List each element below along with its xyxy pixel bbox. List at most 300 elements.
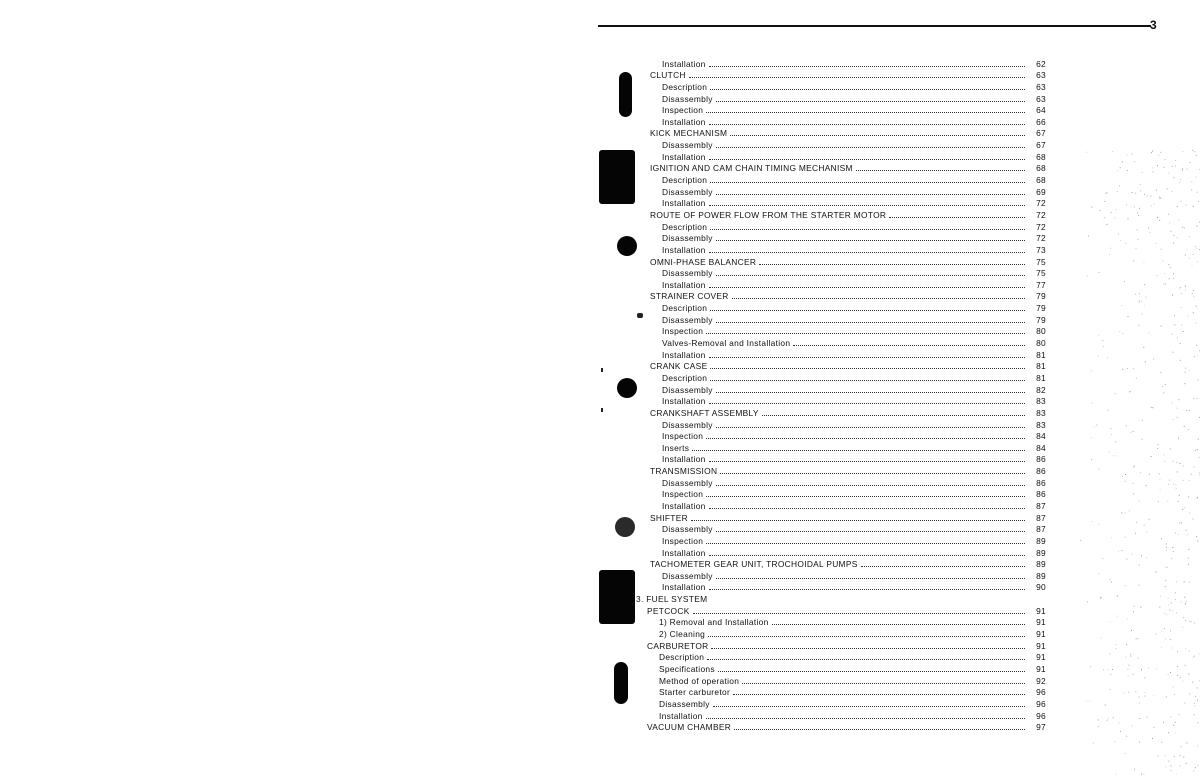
- dot-leader: [709, 588, 1025, 590]
- noise-speck: [1165, 580, 1166, 581]
- toc-label: Specifications: [659, 663, 715, 674]
- noise-speck: [1171, 603, 1172, 604]
- noise-speck: [1136, 639, 1137, 640]
- noise-speck: [1177, 651, 1178, 652]
- noise-speck: [1183, 681, 1184, 682]
- noise-speck: [1133, 431, 1134, 432]
- noise-speck: [1193, 519, 1194, 520]
- noise-speck: [1178, 219, 1179, 220]
- dot-leader: [710, 228, 1025, 230]
- toc-label: 1) Removal and Installation: [659, 617, 769, 628]
- noise-speck: [1184, 383, 1185, 384]
- noise-speck: [1111, 537, 1112, 538]
- toc-subsection: [620, 674, 1046, 686]
- toc-label: Installation: [659, 710, 703, 721]
- noise-speck: [1179, 182, 1180, 183]
- noise-speck: [1151, 407, 1152, 408]
- noise-speck: [1191, 181, 1192, 182]
- toc-page-number: 69: [1036, 186, 1046, 197]
- noise-speck: [1113, 455, 1114, 456]
- noise-speck: [1165, 586, 1166, 587]
- noise-speck: [1196, 155, 1197, 156]
- noise-speck: [1183, 331, 1184, 332]
- noise-speck: [1161, 326, 1162, 327]
- noise-speck: [1178, 501, 1179, 502]
- noise-speck: [1102, 340, 1103, 341]
- noise-speck: [1178, 438, 1179, 439]
- noise-speck: [1193, 254, 1194, 255]
- noise-speck: [1170, 231, 1171, 232]
- noise-speck: [1177, 237, 1178, 238]
- noise-speck: [1086, 152, 1087, 153]
- noise-speck: [1180, 755, 1181, 756]
- toc-page-number: 81: [1036, 361, 1046, 372]
- noise-speck: [1189, 236, 1190, 237]
- noise-speck: [1126, 204, 1127, 205]
- toc-page-number: 89: [1036, 547, 1046, 558]
- toc-page-number: 62: [1036, 58, 1046, 69]
- dot-leader: [708, 635, 1025, 637]
- noise-speck: [1195, 450, 1196, 451]
- noise-speck: [1185, 603, 1186, 604]
- toc-page-number: 91: [1036, 605, 1046, 616]
- toc-page-number: 96: [1036, 698, 1046, 709]
- noise-speck: [1150, 195, 1151, 196]
- noise-speck: [1165, 284, 1166, 285]
- noise-speck: [1138, 215, 1139, 216]
- dot-leader: [711, 647, 1025, 649]
- noise-speck: [1092, 403, 1093, 404]
- noise-speck: [1125, 474, 1126, 475]
- noise-speck: [1163, 261, 1164, 262]
- noise-speck: [1176, 581, 1177, 582]
- toc-subsection: [620, 546, 1046, 558]
- dot-leader: [733, 693, 1025, 695]
- toc-subsection: [620, 138, 1046, 150]
- toc-section: [620, 464, 1046, 476]
- noise-speck: [1128, 676, 1129, 677]
- noise-speck: [1199, 457, 1200, 458]
- toc-subsection: [620, 453, 1046, 465]
- toc-label: OMNI-PHASE BALANCER: [650, 256, 757, 267]
- noise-speck: [1140, 184, 1141, 185]
- noise-speck: [1116, 455, 1117, 456]
- noise-speck: [1183, 757, 1184, 758]
- noise-speck: [1169, 480, 1170, 481]
- dot-leader: [856, 169, 1025, 171]
- noise-speck: [1117, 616, 1118, 617]
- noise-speck: [1155, 634, 1156, 635]
- dot-leader: [730, 134, 1025, 136]
- noise-speck: [1112, 669, 1113, 670]
- noise-speck: [1178, 399, 1179, 400]
- noise-speck: [1139, 718, 1140, 719]
- noise-speck: [1184, 703, 1185, 704]
- noise-speck: [1174, 694, 1175, 695]
- noise-speck: [1170, 630, 1171, 631]
- noise-speck: [1145, 361, 1146, 362]
- noise-speck: [1188, 549, 1189, 550]
- toc-page-number: 63: [1036, 93, 1046, 104]
- noise-speck: [1142, 172, 1143, 173]
- noise-speck: [1184, 597, 1185, 598]
- noise-speck: [1182, 170, 1183, 171]
- dot-leader: [742, 682, 1025, 684]
- toc-section: [620, 406, 1046, 418]
- noise-speck: [1177, 417, 1178, 418]
- noise-speck: [1146, 557, 1147, 558]
- noise-speck: [1176, 408, 1177, 409]
- noise-speck: [1180, 179, 1181, 180]
- noise-speck: [1150, 232, 1151, 233]
- toc-subsection: [620, 662, 1046, 674]
- noise-speck: [1120, 240, 1121, 241]
- noise-speck: [1154, 204, 1155, 205]
- noise-speck: [1122, 369, 1123, 370]
- dot-leader: [716, 239, 1025, 241]
- toc-label: Valves-Removal and Installation: [662, 338, 791, 349]
- noise-speck: [1182, 509, 1183, 510]
- toc-page-number: 80: [1036, 326, 1046, 337]
- noise-speck: [1185, 368, 1186, 369]
- noise-speck: [1151, 205, 1152, 206]
- noise-speck: [1186, 601, 1187, 602]
- noise-speck: [1188, 429, 1189, 430]
- dot-leader: [718, 670, 1025, 672]
- toc-label: SHIFTER: [650, 512, 688, 523]
- noise-speck: [1126, 657, 1127, 658]
- noise-speck: [1144, 194, 1145, 195]
- dot-leader: [710, 367, 1025, 369]
- noise-speck: [1180, 677, 1181, 678]
- noise-speck: [1166, 696, 1167, 697]
- toc-page-number: 92: [1036, 675, 1046, 686]
- noise-speck: [1141, 669, 1142, 670]
- dot-leader: [709, 251, 1025, 253]
- noise-speck: [1099, 272, 1100, 273]
- noise-speck: [1133, 368, 1134, 369]
- dot-leader: [710, 309, 1025, 311]
- noise-speck: [1168, 604, 1169, 605]
- toc-label: IGNITION AND CAM CHAIN TIMING MECHANISM: [650, 163, 853, 174]
- noise-speck: [1173, 243, 1174, 244]
- toc-label: Description: [662, 81, 708, 92]
- noise-speck: [1173, 686, 1174, 687]
- noise-speck: [1196, 248, 1197, 249]
- toc-page-number: 90: [1036, 582, 1046, 593]
- noise-speck: [1108, 410, 1109, 411]
- noise-speck: [1152, 407, 1153, 408]
- noise-speck: [1196, 345, 1197, 346]
- noise-speck: [1175, 532, 1176, 533]
- noise-speck: [1105, 193, 1106, 194]
- dot-leader: [691, 519, 1025, 521]
- noise-speck: [1119, 186, 1120, 187]
- noise-speck: [1188, 315, 1189, 316]
- toc-subsection: [620, 616, 1046, 628]
- noise-speck: [1174, 315, 1175, 316]
- noise-speck: [1180, 287, 1181, 288]
- noise-speck: [1188, 564, 1189, 565]
- toc-subsection: [620, 395, 1046, 407]
- noise-speck: [1098, 356, 1099, 357]
- noise-speck: [1173, 725, 1174, 726]
- noise-speck: [1197, 261, 1198, 262]
- noise-speck: [1135, 294, 1136, 295]
- noise-speck: [1148, 332, 1149, 333]
- noise-speck: [1138, 638, 1139, 639]
- noise-speck: [1153, 171, 1154, 172]
- noise-speck: [1124, 693, 1125, 694]
- toc-section: [620, 604, 1046, 616]
- noise-speck: [1089, 701, 1090, 702]
- noise-speck: [1197, 498, 1198, 499]
- dot-leader: [709, 554, 1025, 556]
- toc-section: [620, 290, 1046, 302]
- toc-subsection: [620, 383, 1046, 395]
- noise-speck: [1129, 392, 1130, 393]
- noise-speck: [1181, 293, 1182, 294]
- noise-speck: [1168, 732, 1169, 733]
- toc-subsection: [620, 325, 1046, 337]
- toc-page-number: 83: [1036, 407, 1046, 418]
- noise-speck: [1115, 209, 1116, 210]
- noise-speck: [1172, 547, 1173, 548]
- noise-speck: [1183, 151, 1184, 152]
- noise-speck: [1149, 474, 1150, 475]
- noise-speck: [1170, 716, 1171, 717]
- noise-speck: [1141, 301, 1142, 302]
- noise-speck: [1110, 674, 1111, 675]
- noise-speck: [1111, 212, 1112, 213]
- noise-speck: [1177, 675, 1178, 676]
- toc-label: Description: [662, 303, 708, 314]
- toc-page-number: 91: [1036, 640, 1046, 651]
- dot-leader: [732, 297, 1025, 299]
- noise-speck: [1185, 286, 1186, 287]
- noise-speck: [1160, 152, 1161, 153]
- noise-speck: [1194, 356, 1195, 357]
- noise-speck: [1136, 248, 1137, 249]
- noise-speck: [1104, 217, 1105, 218]
- noise-speck: [1128, 316, 1129, 317]
- dot-leader: [709, 460, 1025, 462]
- noise-speck: [1168, 761, 1169, 762]
- dot-leader: [706, 437, 1025, 439]
- dot-leader: [709, 402, 1025, 404]
- noise-speck: [1196, 323, 1197, 324]
- toc-subsection: [620, 232, 1046, 244]
- noise-speck: [1171, 770, 1172, 771]
- noise-speck: [1193, 657, 1194, 658]
- noise-speck: [1197, 687, 1198, 688]
- noise-speck: [1094, 426, 1095, 427]
- noise-speck: [1144, 305, 1145, 306]
- noise-speck: [1168, 264, 1169, 265]
- noise-speck: [1152, 738, 1153, 739]
- toc-subsection: [620, 197, 1046, 209]
- noise-speck: [1170, 672, 1171, 673]
- noise-speck: [1130, 654, 1131, 655]
- noise-speck: [1158, 756, 1159, 757]
- toc-subsection: [620, 709, 1046, 721]
- noise-speck: [1102, 558, 1103, 559]
- toc-label: Disassembly: [659, 698, 710, 709]
- noise-speck: [1181, 523, 1182, 524]
- noise-speck: [1179, 522, 1180, 523]
- noise-speck: [1125, 243, 1126, 244]
- noise-speck: [1110, 622, 1111, 623]
- noise-speck: [1198, 380, 1199, 381]
- noise-speck: [1196, 398, 1197, 399]
- noise-speck: [1093, 743, 1094, 744]
- noise-speck: [1189, 480, 1190, 481]
- noise-speck: [1100, 210, 1101, 211]
- noise-speck: [1161, 742, 1162, 743]
- noise-speck: [1118, 234, 1119, 235]
- noise-speck: [1135, 193, 1136, 194]
- noise-speck: [1110, 248, 1111, 249]
- toc-section: [620, 127, 1046, 139]
- noise-speck: [1195, 767, 1196, 768]
- noise-speck: [1091, 459, 1092, 460]
- dot-leader: [772, 623, 1025, 625]
- toc-subsection: [620, 569, 1046, 581]
- toc-page-number: 91: [1036, 663, 1046, 674]
- noise-speck: [1159, 155, 1160, 156]
- noise-speck: [1165, 159, 1166, 160]
- noise-speck: [1183, 480, 1184, 481]
- noise-speck: [1165, 384, 1166, 385]
- noise-speck: [1139, 300, 1140, 301]
- noise-speck: [1197, 449, 1198, 450]
- noise-speck: [1168, 598, 1169, 599]
- noise-speck: [1166, 544, 1167, 545]
- dot-leader: [716, 577, 1025, 579]
- noise-speck: [1121, 305, 1122, 306]
- noise-speck: [1161, 538, 1162, 539]
- noise-speck: [1196, 306, 1197, 307]
- noise-speck: [1189, 512, 1190, 513]
- dot-leader: [709, 286, 1025, 288]
- toc-page-number: 75: [1036, 268, 1046, 279]
- noise-speck: [1198, 722, 1199, 723]
- noise-speck: [1160, 596, 1161, 597]
- noise-speck: [1166, 547, 1167, 548]
- noise-speck: [1141, 555, 1142, 556]
- toc-subsection: [620, 80, 1046, 92]
- noise-speck: [1106, 224, 1107, 225]
- noise-speck: [1119, 331, 1120, 332]
- noise-speck: [1186, 410, 1187, 411]
- noise-speck: [1182, 227, 1183, 228]
- noise-speck: [1187, 534, 1188, 535]
- noise-speck: [1148, 667, 1149, 668]
- toc-subsection: [620, 488, 1046, 500]
- noise-speck: [1100, 598, 1101, 599]
- toc-section: [620, 162, 1046, 174]
- noise-speck: [1127, 155, 1128, 156]
- noise-speck: [1180, 360, 1181, 361]
- noise-speck: [1155, 572, 1156, 573]
- noise-speck: [1091, 370, 1092, 371]
- toc-page-number: 89: [1036, 559, 1046, 570]
- toc-label: 3. FUEL SYSTEM: [636, 594, 708, 605]
- toc-label: Installation: [662, 279, 706, 290]
- noise-speck: [1138, 658, 1139, 659]
- toc-label: TACHOMETER GEAR UNIT, TROCHOIDAL PUMPS: [650, 559, 858, 570]
- noise-speck: [1146, 485, 1147, 486]
- noise-speck: [1188, 674, 1189, 675]
- toc-label: Installation: [662, 396, 706, 407]
- noise-speck: [1187, 169, 1188, 170]
- toc-label: ROUTE OF POWER FLOW FROM THE STARTER MOTOR: [650, 209, 887, 220]
- noise-speck: [1120, 731, 1121, 732]
- noise-speck: [1111, 434, 1112, 435]
- noise-speck: [1192, 293, 1193, 294]
- toc-label: Inspection: [662, 489, 704, 500]
- noise-speck: [1181, 746, 1182, 747]
- toc-label: Installation: [662, 582, 706, 593]
- dot-leader: [716, 146, 1025, 148]
- noise-speck: [1139, 325, 1140, 326]
- noise-speck: [1181, 307, 1182, 308]
- toc-label: Disassembly: [662, 186, 713, 197]
- noise-speck: [1171, 558, 1172, 559]
- toc-page-number: 81: [1036, 349, 1046, 360]
- noise-speck: [1086, 701, 1087, 702]
- noise-speck: [1140, 190, 1141, 191]
- noise-speck: [1173, 461, 1174, 462]
- dot-leader: [720, 472, 1025, 474]
- toc-label: CRANK CASE: [650, 361, 708, 372]
- noise-speck: [1176, 488, 1177, 489]
- toc-section: [620, 208, 1046, 220]
- noise-speck: [1161, 249, 1162, 250]
- noise-speck: [1157, 448, 1158, 449]
- noise-speck: [1164, 461, 1165, 462]
- noise-speck: [1107, 192, 1108, 193]
- toc-label: STRAINER COVER: [650, 291, 729, 302]
- toc-page-number: 72: [1036, 221, 1046, 232]
- noise-speck: [1179, 714, 1180, 715]
- noise-speck: [1140, 607, 1141, 608]
- noise-speck: [1112, 151, 1113, 152]
- dot-leader: [762, 414, 1025, 416]
- toc-page-number: 87: [1036, 512, 1046, 523]
- noise-speck: [1193, 296, 1194, 297]
- noise-speck: [1178, 534, 1179, 535]
- noise-speck: [1133, 611, 1134, 612]
- noise-speck: [1157, 275, 1158, 276]
- noise-speck: [1197, 700, 1198, 701]
- noise-speck: [1124, 281, 1125, 282]
- noise-speck: [1165, 567, 1166, 568]
- header-rule: [598, 25, 1151, 27]
- noise-speck: [1194, 623, 1195, 624]
- noise-speck: [1170, 610, 1171, 611]
- toc-label: Disassembly: [662, 419, 713, 430]
- toc-label: Disassembly: [662, 93, 713, 104]
- toc-label: TRANSMISSION: [650, 466, 718, 477]
- noise-speck: [1136, 378, 1137, 379]
- noise-speck: [1144, 677, 1145, 678]
- noise-speck: [1193, 466, 1194, 467]
- speck: [601, 408, 603, 412]
- dot-leader: [734, 728, 1025, 730]
- toc-label: Disassembly: [662, 140, 713, 151]
- noise-speck: [1163, 167, 1164, 168]
